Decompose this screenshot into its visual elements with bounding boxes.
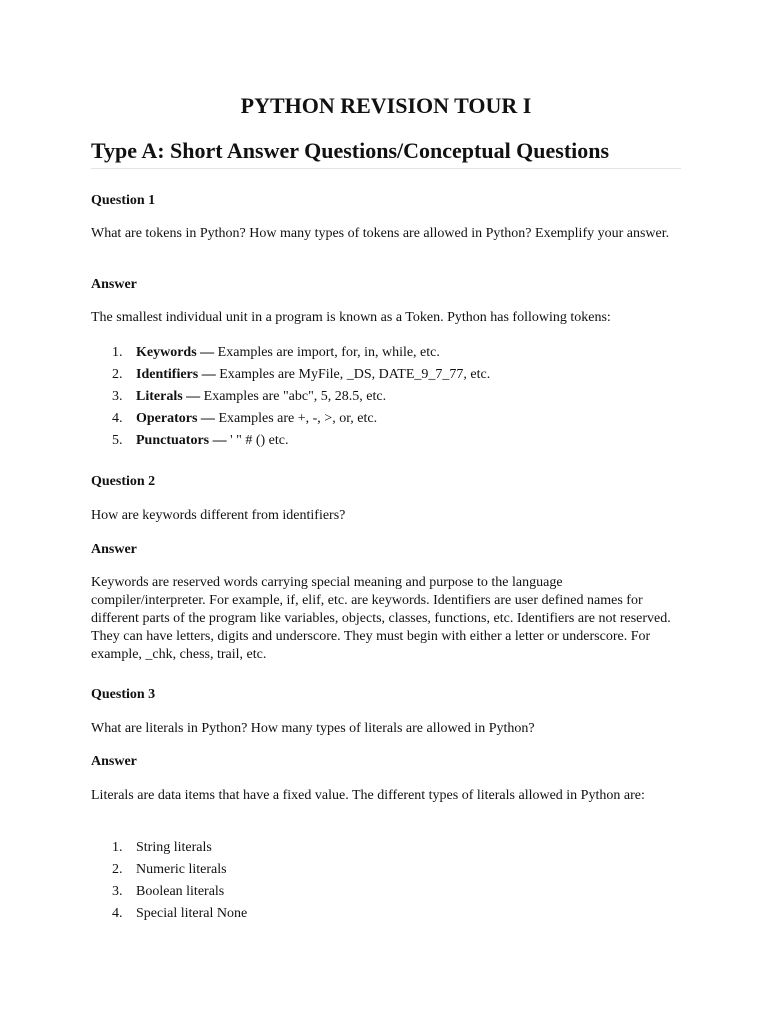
list-item: 1. Keywords — Examples are import, for, in, while, etc. [112,345,440,360]
question-3-text: What are literals in Python? How many types of literals are allowed in Python? [91,721,535,736]
list-item: 2. Identifiers — Examples are MyFile, _DS, DATE_9_7_77, etc. [112,367,491,382]
answer-3-intro: Literals are data items that have a fixed value. The different types of literals allowed in Python are: [91,788,645,803]
section-divider [91,168,681,169]
literals-list [91,837,671,925]
tokens-list [91,342,671,452]
answer-1-intro: The smallest individual unit in a program is known as a Token. Python has following tokens: [91,310,611,325]
list-item: 2. Numeric literals [112,862,227,877]
answer-3-label: Answer [91,754,137,769]
question-1-text: What are tokens in Python? How many types of tokens are allowed in Python? Exemplify your answer. [91,226,670,241]
question-2-text: How are keywords different from identifiers? [91,508,346,523]
document-title: PYTHON REVISION TOUR I [240,93,532,118]
section-title: Type A: Short Answer Questions/Conceptual Questions [91,138,610,163]
question-3-label: Question 3 [91,687,156,702]
list-item: 5. Punctuators — ' " # () etc. [112,433,289,448]
question-1-label: Question 1 [91,193,156,208]
question-2-label: Question 2 [91,474,156,489]
list-item: 4. Special literal None [112,906,248,921]
answer-2-text: Keywords are reserved words carrying special meaning and purpose to the language compiler/interpreter. For example, if, elif, etc. are keywords. Identifiers are user defined names for different parts of the program like variables, objects, classes, functions, etc. Identifiers are not reserved. They can have letters, digits and underscore. They must begin with either a letter or underscore. For example, _chk, chess, trail, etc. [91,575,671,662]
answer-2-label: Answer [91,542,137,557]
answer-1-label: Answer [91,277,137,292]
list-item: 1. String literals [112,840,212,855]
list-item: 4. Operators — Examples are +, -, >, or, etc. [112,411,378,426]
list-item: 3. Literals — Examples are "abc", 5, 28.5, etc. [112,389,387,404]
list-item: 3. Boolean literals [112,884,225,899]
